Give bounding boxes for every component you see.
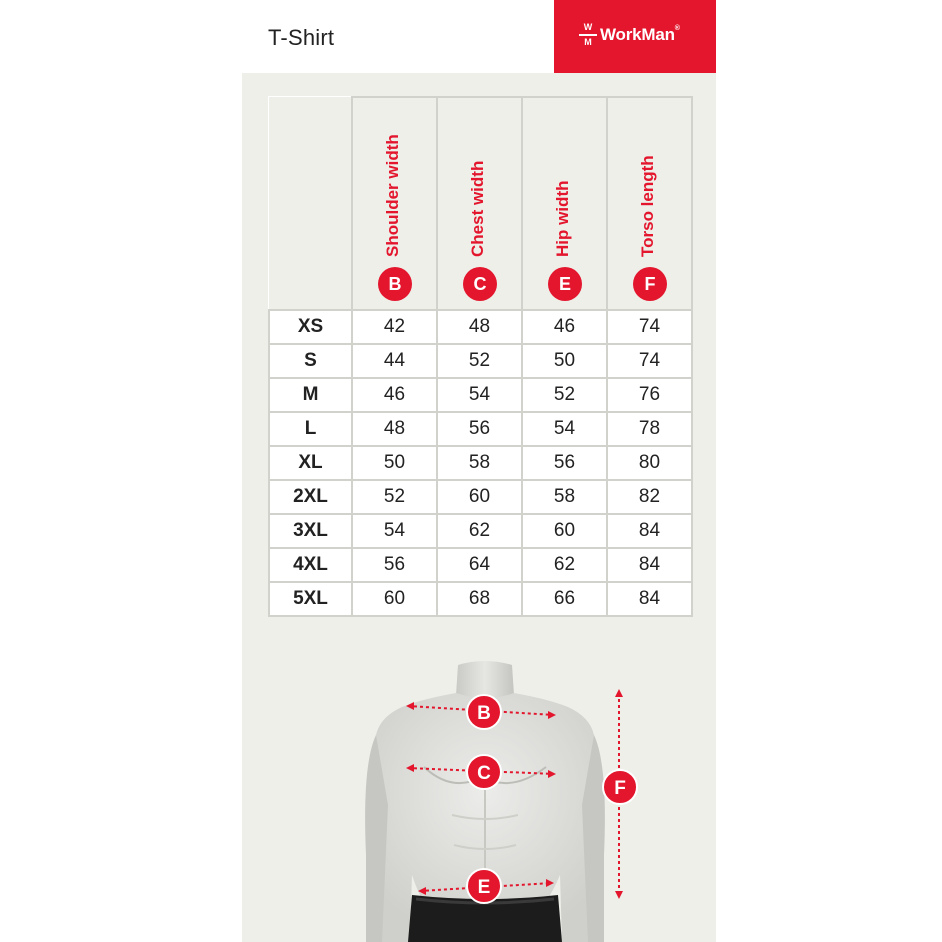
measurement-cell: 56	[437, 412, 522, 446]
table-row	[269, 582, 692, 616]
page-title: T-Shirt	[268, 25, 335, 50]
measurement-cell: 52	[437, 344, 522, 378]
size-label: S	[269, 344, 352, 378]
marker-f	[603, 770, 637, 804]
measurement-cell: 52	[522, 378, 607, 412]
measurement-cell: 60	[352, 582, 437, 616]
measurement-cell: 54	[522, 412, 607, 446]
column-label: Chest width	[468, 160, 487, 257]
size-table	[268, 96, 693, 617]
marker-badge: B	[378, 267, 412, 301]
table-row	[269, 412, 692, 446]
table-row	[269, 378, 692, 412]
measurement-cell: 78	[607, 412, 692, 446]
size-label: 5XL	[269, 582, 352, 616]
table-row	[269, 310, 692, 344]
measurement-cell: 66	[522, 582, 607, 616]
table-row	[269, 446, 692, 480]
marker-badge: C	[463, 267, 497, 301]
measurement-cell: 62	[522, 548, 607, 582]
measurement-cell: 60	[522, 514, 607, 548]
table-row	[269, 548, 692, 582]
body-measurement-figure	[242, 655, 716, 942]
marker-badge: F	[633, 267, 667, 301]
size-label: 4XL	[269, 548, 352, 582]
measurement-cell: 56	[352, 548, 437, 582]
column-header-torso	[607, 97, 692, 310]
measurement-cell: 44	[352, 344, 437, 378]
measurement-cell: 64	[437, 548, 522, 582]
measurement-cell: 84	[607, 582, 692, 616]
table-row	[269, 344, 692, 378]
column-header-chest	[437, 97, 522, 310]
workman-logo-icon: W M	[579, 23, 597, 53]
measurement-cell: 84	[607, 548, 692, 582]
svg-text:E: E	[477, 877, 491, 898]
column-label: Hip width	[553, 180, 572, 257]
size-label: L	[269, 412, 352, 446]
measurement-cell: 50	[352, 446, 437, 480]
table-row	[269, 480, 692, 514]
marker-b	[467, 695, 501, 729]
column-header-shoulder	[352, 97, 437, 310]
column-label: Torso length	[638, 155, 657, 257]
size-label: 3XL	[269, 514, 352, 548]
size-label: M	[269, 378, 352, 412]
column-header-hip	[522, 97, 607, 310]
table-header-row	[269, 97, 692, 310]
brand-name: WorkMan	[600, 25, 675, 44]
measurement-cell: 58	[437, 446, 522, 480]
measurement-cell: 54	[437, 378, 522, 412]
measurement-cell: 82	[607, 480, 692, 514]
column-label: Shoulder width	[383, 134, 402, 257]
measurement-cell: 74	[607, 344, 692, 378]
marker-e	[467, 869, 501, 903]
brand-logo	[554, 0, 716, 73]
measurement-cell: 54	[352, 514, 437, 548]
measurement-cell: 48	[352, 412, 437, 446]
svg-text:C: C	[477, 763, 491, 784]
measurement-cell: 74	[607, 310, 692, 344]
svg-text:B: B	[477, 703, 491, 724]
measurement-cell: 58	[522, 480, 607, 514]
measurement-cell: 76	[607, 378, 692, 412]
size-label: XL	[269, 446, 352, 480]
size-label: XS	[269, 310, 352, 344]
trademark-symbol: ®	[674, 25, 680, 32]
measurement-cell: 48	[437, 310, 522, 344]
svg-text:F: F	[614, 778, 626, 799]
measurement-cell: 56	[522, 446, 607, 480]
measurement-cell: 46	[522, 310, 607, 344]
measurement-cell: 46	[352, 378, 437, 412]
corner-cell	[269, 97, 352, 310]
table-row	[269, 514, 692, 548]
measurement-cell: 80	[607, 446, 692, 480]
measurement-cell: 84	[607, 514, 692, 548]
measurement-cell: 60	[437, 480, 522, 514]
marker-badge: E	[548, 267, 582, 301]
measurement-cell: 52	[352, 480, 437, 514]
measurement-cell: 62	[437, 514, 522, 548]
marker-c	[467, 755, 501, 789]
measurement-cell: 42	[352, 310, 437, 344]
measurement-cell: 68	[437, 582, 522, 616]
size-label: 2XL	[269, 480, 352, 514]
measurement-cell: 50	[522, 344, 607, 378]
